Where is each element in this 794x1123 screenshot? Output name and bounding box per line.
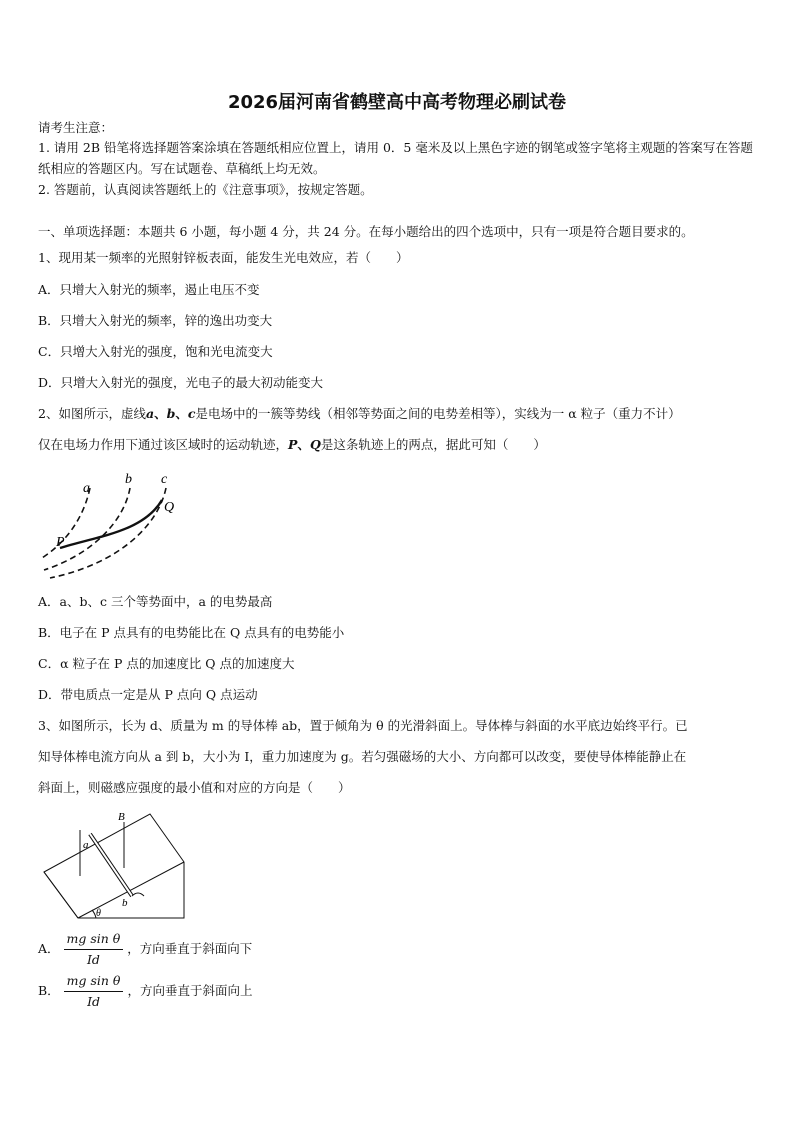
- q3-option-b-fraction: [64, 972, 124, 1011]
- label-a: a: [83, 481, 90, 496]
- q2-option-b: B．电子在 P 点具有的电势能比在 Q 点具有的电势能小: [38, 625, 345, 640]
- q3-option-a-fraction: [64, 930, 124, 969]
- conductor-rod-inner: [90, 834, 132, 896]
- q3-option-b-numerator: mg sin θ: [64, 972, 124, 992]
- q1-option-c: C．只增大入射光的强度，饱和光电流变大: [38, 344, 273, 359]
- page-title: 2026届河南省鹤壁高中高考物理必刷试卷: [227, 92, 567, 113]
- q1-stem: 1、现用某一频率的光照射锌板表面，能发生光电效应，若（ ）: [38, 250, 409, 265]
- q2-stem-text-3: 仅在电场力作用下通过该区域时的运动轨迹，: [38, 437, 289, 452]
- q3-option-b-prefix: B．: [38, 983, 60, 998]
- label-c: c: [161, 472, 168, 487]
- q3-option-a-numerator: mg sin θ: [64, 930, 124, 950]
- equipotential-c: [50, 488, 166, 578]
- q2-equipotential-figure: [38, 466, 188, 581]
- q2-option-a: A．a、b、c 三个等势面中，a 的电势最高: [38, 594, 273, 609]
- notice-item-1: 1. 请用 2B 铅笔将选择题答案涂填在答题纸相应位置上，请用 0．5 毫米及以上黑色字迹的钢笔或签字笔将主观题的答案写在答题纸相应的答题区内。写在试题卷、草稿纸上均无效。: [38, 140, 753, 176]
- q3-option-a-direction: ，方向垂直于斜面向下: [127, 941, 253, 956]
- q2-stem-text-1: 2、如图所示，虚线: [38, 406, 146, 421]
- incline-side: [44, 872, 78, 918]
- notice-item-2: 2. 答题前，认真阅读答题纸上的《注意事项》，按规定答题。: [38, 182, 373, 197]
- q1-option-d: D．只增大入射光的强度，光电子的最大初动能变大: [38, 375, 324, 390]
- notice-heading: 请考生注意：: [38, 120, 114, 135]
- q3-option-a: [38, 930, 252, 969]
- q1-option-a: A．只增大入射光的频率，遏止电压不变: [38, 282, 260, 297]
- q3-stem-line2: 知导体棒电流方向从 a 到 b，大小为 I，重力加速度为 g。若匀强磁场的大小、方向都可以改变，要使导体棒能静止在: [38, 749, 687, 764]
- label-rod-b: b: [122, 897, 128, 909]
- label-field-b: B: [118, 811, 125, 823]
- section-heading: 一、单项选择题：本题共 6 小题，每小题 4 分，共 24 分。在每小题给出的四个选项中，只有一项是符合题目要求的。: [38, 224, 694, 239]
- q3-stem-line1: 3、如图所示，长为 d、质量为 m 的导体棒 ab，置于倾角为 θ 的光滑斜面上。导体棒与斜面的水平底边始终平行。已: [38, 718, 688, 733]
- q2-stem-text-4: 是这条轨迹上的两点，据此可知（ ）: [320, 437, 546, 452]
- equipotential-a: [42, 488, 90, 558]
- q2-option-d: D．带电质点一定是从 P 点向 Q 点运动: [38, 687, 258, 702]
- q3-option-b-denominator: Id: [87, 994, 101, 1009]
- label-b: b: [125, 472, 132, 487]
- rod-end: [132, 893, 144, 896]
- particle-trajectory: [60, 500, 162, 548]
- q3-stem-line3: 斜面上，则磁感应强度的最小值和对应的方向是（ ）: [38, 780, 351, 795]
- label-p: P: [56, 535, 65, 550]
- q3-option-a-prefix: A．: [38, 941, 60, 956]
- incline-edge: [78, 862, 184, 918]
- label-q: Q: [164, 500, 175, 515]
- q3-option-a-denominator: Id: [86, 952, 100, 967]
- q3-option-b: [38, 972, 252, 1011]
- q1-option-b: B．只增大入射光的频率，锌的逸出功变大: [38, 313, 273, 328]
- q2-stem-line1: 2、如图所示，虚线a、b、c是电场中的一簇等势线（相邻等势面之间的电势差相等），实线为一 α 粒子（重力不计）: [38, 406, 681, 421]
- q3-option-b-direction: ，方向垂直于斜面向上: [127, 983, 253, 998]
- label-theta: θ: [96, 908, 101, 919]
- q2-option-c: C．α 粒子在 P 点的加速度比 Q 点的加速度大: [38, 656, 295, 671]
- q2-stem-text-2: 是电场中的一簇等势线（相邻等势面之间的电势差相等），实线为一 α 粒子（重力不计）: [195, 406, 681, 421]
- q2-stem-line2: 仅在电场力作用下通过该区域时的运动轨迹，P、Q是这条轨迹上的两点，据此可知（ ）: [38, 437, 546, 452]
- label-rod-a: a: [83, 839, 89, 851]
- q3-incline-figure: [40, 806, 190, 924]
